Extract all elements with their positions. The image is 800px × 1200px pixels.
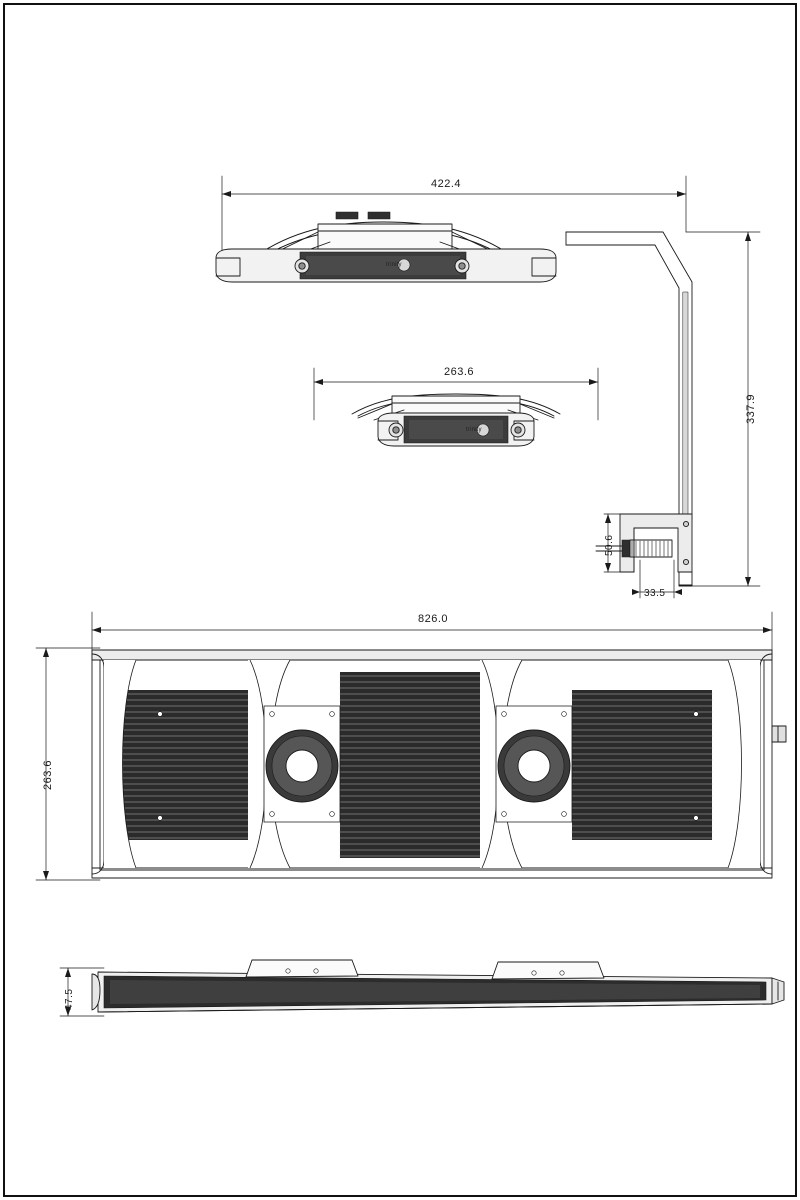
dim-label-826-0: 826.0	[418, 613, 449, 625]
lamp-head-top-view	[216, 212, 556, 282]
dim-label-47-5: 47.5	[64, 988, 75, 1010]
brand-logo-top-view: trinity	[386, 262, 402, 268]
brand-logo-mid-view: trinity	[466, 427, 482, 433]
dim-label-50-6: 50.6	[604, 534, 615, 556]
profile-view-body	[92, 960, 784, 1012]
lamp-head-mid-view	[352, 394, 560, 446]
dim-label-337-9: 337.9	[745, 393, 757, 424]
dim-label-263-6-front: 263.6	[42, 759, 54, 790]
dim-label-33-5: 33.5	[644, 588, 666, 599]
front-view-body	[92, 650, 786, 878]
dim-label-422-4: 422.4	[431, 178, 462, 190]
dim-label-263-6-top: 263.6	[444, 366, 475, 378]
mounting-arm	[566, 232, 692, 520]
